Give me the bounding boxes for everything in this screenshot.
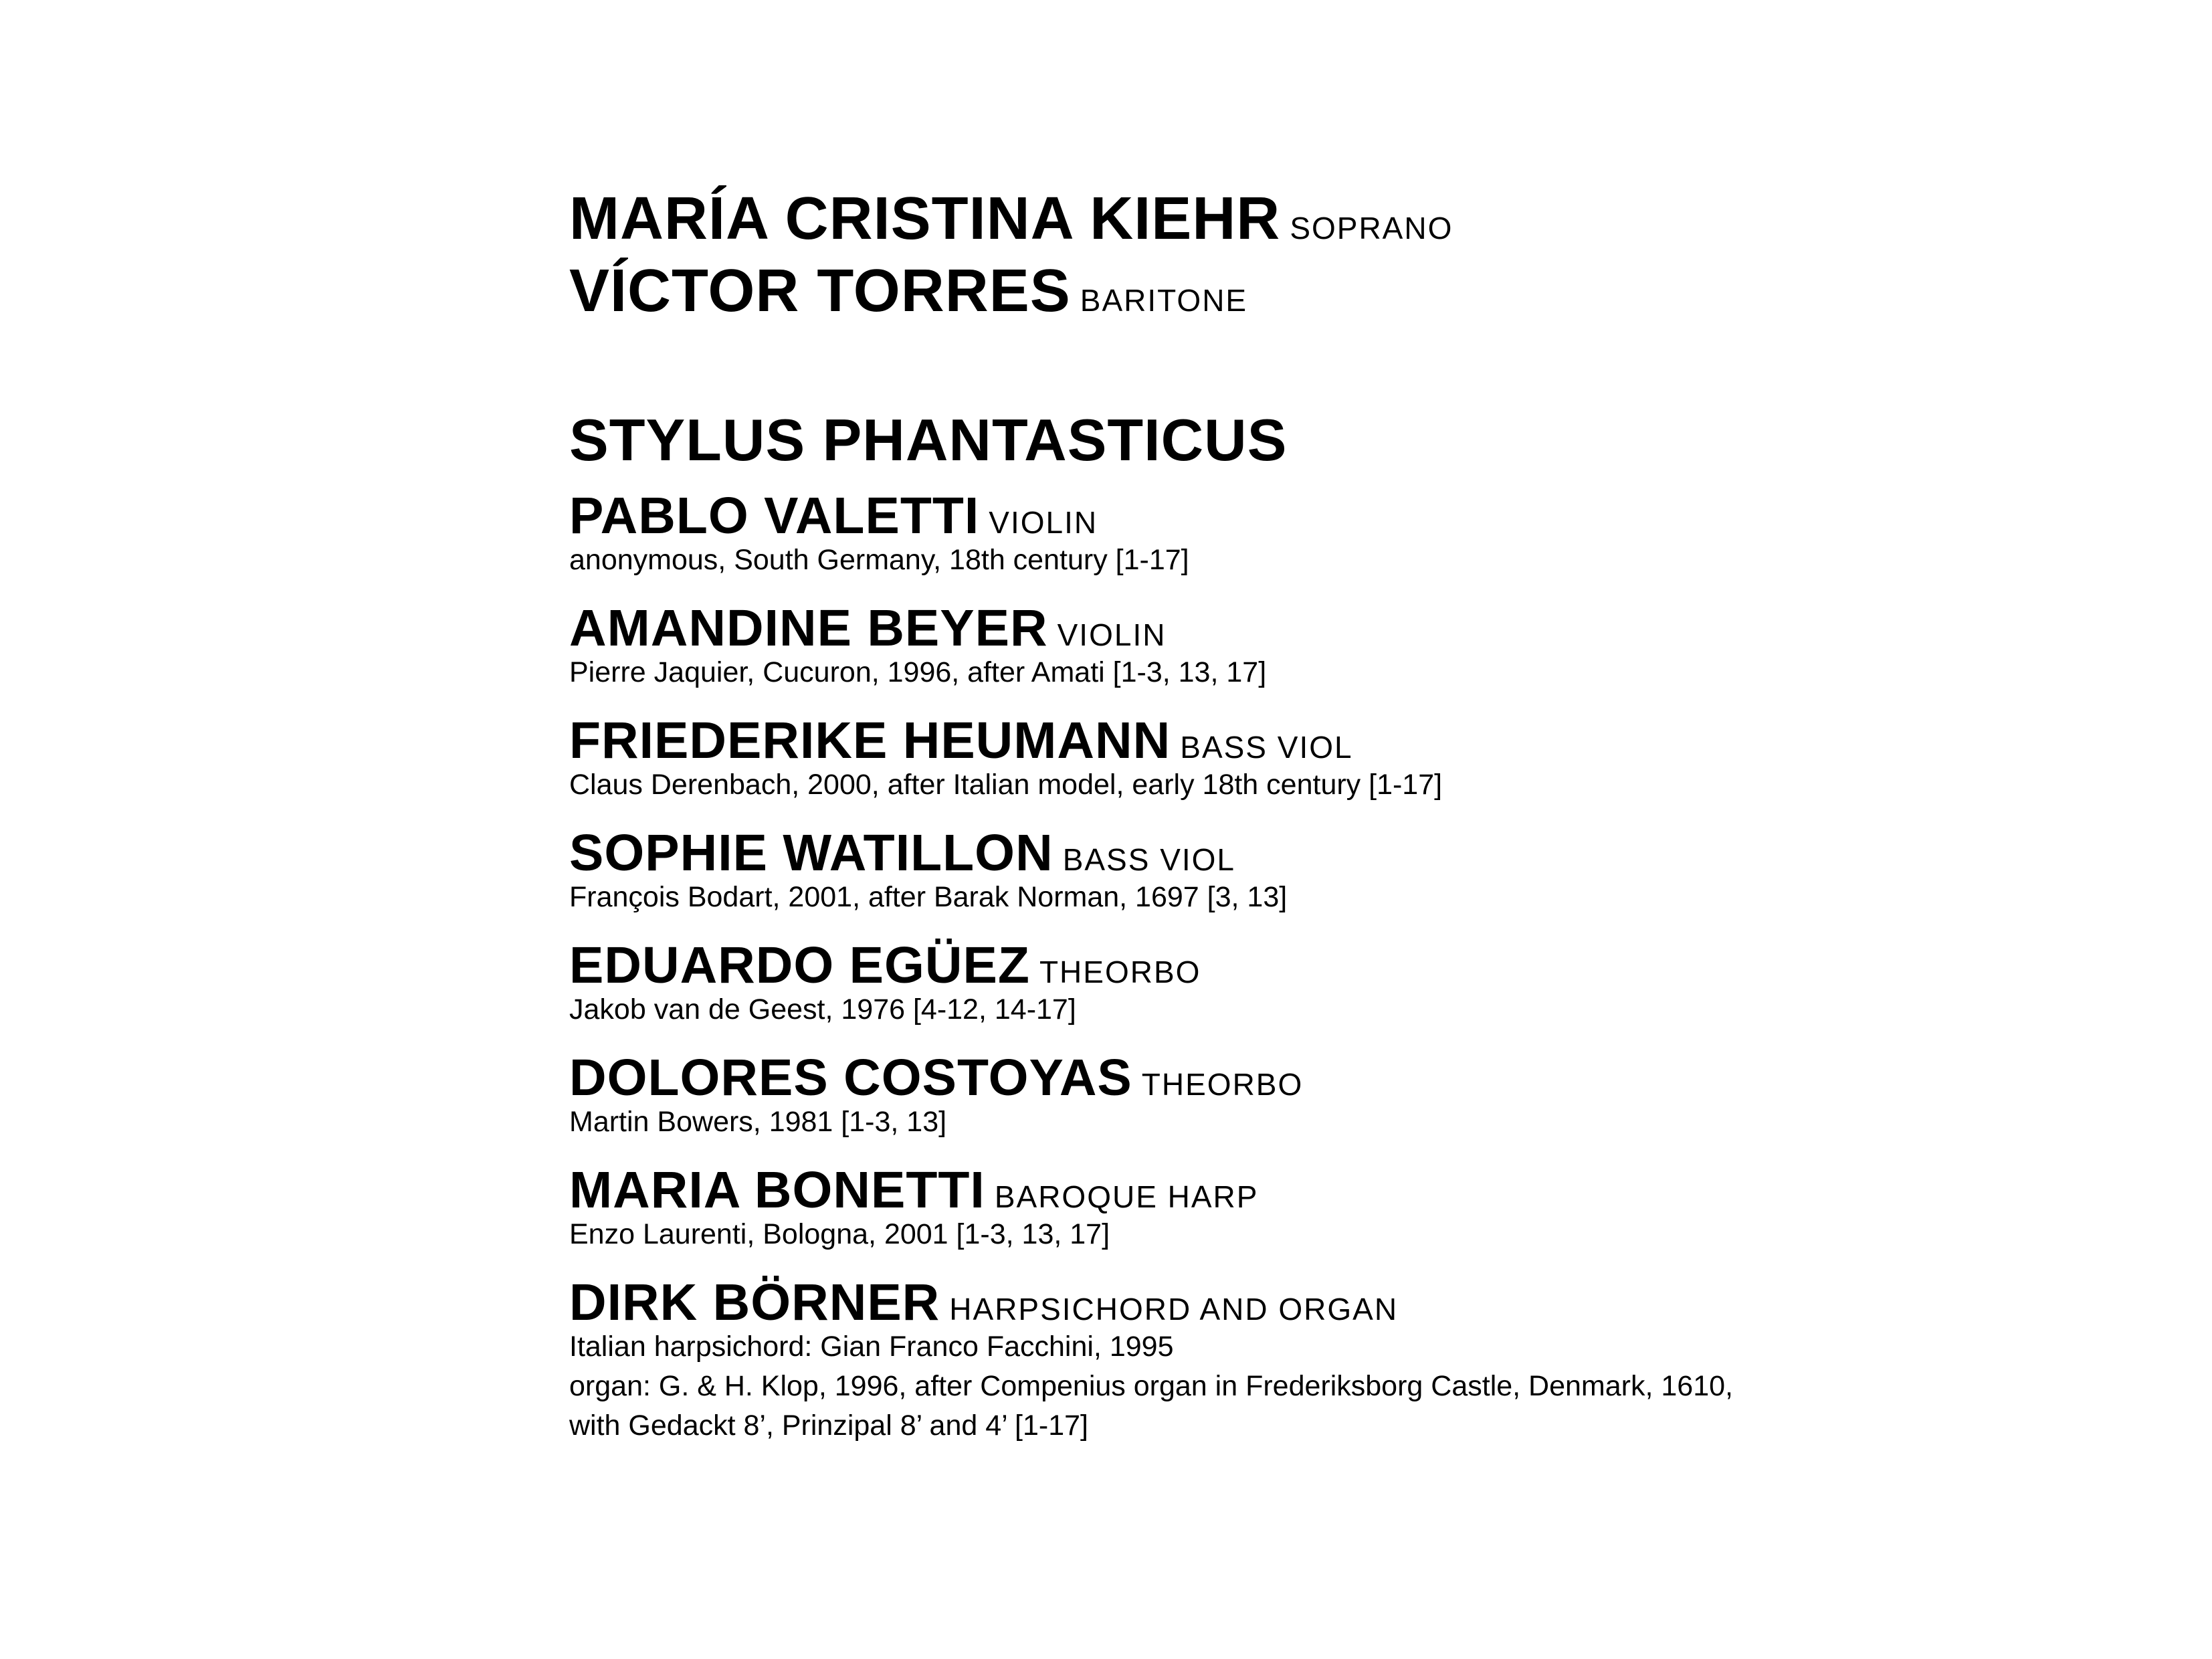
player-name: DOLORES COSTOYAS: [569, 1049, 1132, 1106]
instrument-detail: Pierre Jaquier, Cucuron, 1996, after Amati [1-3, 13, 17]: [569, 656, 1267, 688]
soloist-name: MARÍA CRISTINA KIEHR: [569, 185, 1281, 252]
player-name: FRIEDERIKE HEUMANN: [569, 712, 1171, 769]
instrument-detail: Martin Bowers, 1981 [1-3, 13]: [569, 1106, 947, 1138]
player-name: PABLO VALETTI: [569, 487, 980, 545]
player-name: AMANDINE BEYER: [569, 599, 1048, 657]
player-entry: [569, 1161, 1259, 1219]
soloist-role: BARITONE: [1080, 283, 1248, 318]
player-entry: [569, 487, 1098, 545]
player-role: VIOLIN: [989, 505, 1098, 540]
instrument-detail: Italian harpsichord: Gian Franco Facchini, 1995: [569, 1331, 1174, 1363]
player-entry: [569, 712, 1353, 769]
player-role: BASS VIOL: [1062, 842, 1236, 877]
player-role: BASS VIOL: [1180, 730, 1353, 765]
player-entry: [569, 937, 1201, 994]
player-name: DIRK BÖRNER: [569, 1274, 940, 1331]
player-entry: [569, 1049, 1304, 1106]
credits-page: [569, 0, 2161, 1659]
soloist-name: VÍCTOR TORRES: [569, 258, 1071, 324]
player-entry: [569, 1274, 1399, 1331]
instrument-detail: organ: G. & H. Klop, 1996, after Compenius organ in Frederiksborg Castle, Denmark, 1610,: [569, 1370, 1733, 1402]
player-role: HARPSICHORD AND ORGAN: [949, 1292, 1399, 1327]
instrument-detail: anonymous, South Germany, 18th century [1-17]: [569, 544, 1189, 576]
player-name: EDUARDO EGÜEZ: [569, 937, 1030, 994]
player-name: MARIA BONETTI: [569, 1161, 985, 1219]
player-role: VIOLIN: [1057, 617, 1167, 652]
player-name: SOPHIE WATILLON: [569, 824, 1053, 882]
instrument-detail: Enzo Laurenti, Bologna, 2001 [1-3, 13, 17]: [569, 1218, 1110, 1250]
player-entry: [569, 824, 1236, 882]
player-entry: [569, 599, 1167, 657]
player-role: BAROQUE HARP: [994, 1179, 1259, 1214]
instrument-detail: with Gedackt 8’, Prinzipal 8’ and 4’ [1-17]: [569, 1409, 1088, 1442]
soloist-entry: [569, 258, 1248, 324]
ensemble-title: STYLUS PHANTASTICUS: [569, 407, 1288, 473]
instrument-detail: François Bodart, 2001, after Barak Norman, 1697 [3, 13]: [569, 881, 1288, 913]
player-role: THEORBO: [1141, 1067, 1304, 1102]
player-role: THEORBO: [1039, 955, 1201, 989]
soloist-role: SOPRANO: [1290, 211, 1453, 246]
soloist-entry: [569, 185, 1453, 252]
instrument-detail: Claus Derenbach, 2000, after Italian model, early 18th century [1-17]: [569, 769, 1443, 801]
instrument-detail: Jakob van de Geest, 1976 [4-12, 14-17]: [569, 993, 1076, 1026]
